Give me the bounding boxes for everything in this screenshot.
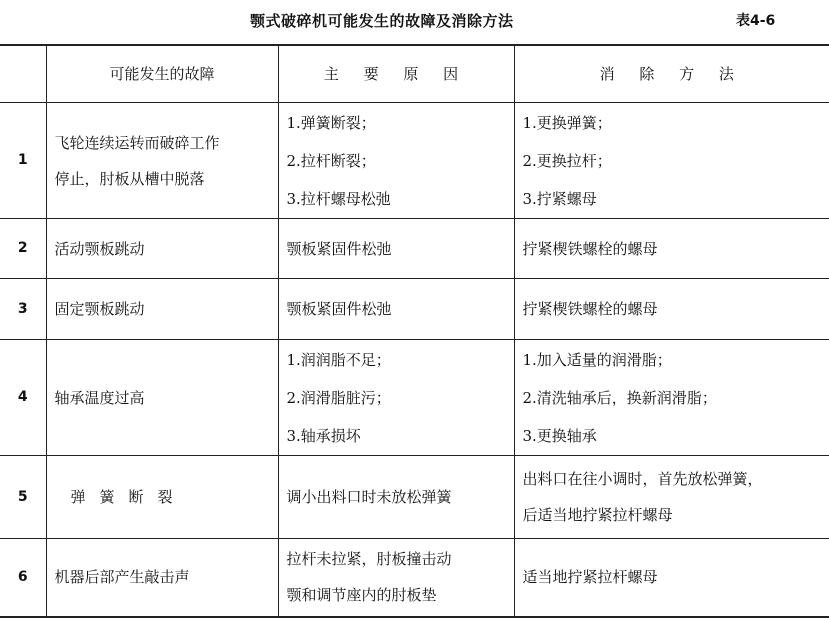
table-row bbox=[0, 103, 829, 219]
header-no bbox=[0, 45, 46, 103]
fault-text: 停止，肘板从槽中脱落 bbox=[54, 169, 205, 188]
fix-cell bbox=[514, 539, 829, 617]
cause-cell bbox=[278, 103, 514, 219]
fix-text: 3.更换轴承 bbox=[522, 426, 597, 445]
row-number: 3 bbox=[0, 279, 46, 340]
table-row bbox=[0, 340, 829, 456]
cause-text: 1.弹簧断裂； bbox=[286, 113, 376, 132]
cause-cell bbox=[278, 219, 514, 279]
header-fault: 可能发生的故障 bbox=[46, 45, 278, 103]
fault-cell bbox=[46, 279, 278, 340]
fix-cell bbox=[514, 103, 829, 219]
fault-cell bbox=[46, 539, 278, 617]
cause-text: 颚和调节座内的肘板垫 bbox=[286, 586, 437, 605]
row-number: 1 bbox=[0, 103, 46, 219]
cause-cell bbox=[278, 539, 514, 617]
cause-text: 2.拉杆断裂； bbox=[286, 151, 376, 170]
fault-text: 飞轮连续运转而破碎工作 bbox=[54, 133, 220, 152]
fault-text: 机器后部产生敲击声 bbox=[54, 568, 190, 587]
row-number: 2 bbox=[0, 219, 46, 279]
header-fix: 消 除 方 法 bbox=[514, 45, 829, 103]
cause-text: 颚板紧固件松弛 bbox=[286, 300, 392, 318]
header-cause: 主 要 原 因 bbox=[278, 45, 514, 103]
fix-text: 3.拧紧螺母 bbox=[522, 189, 597, 208]
fault-cell bbox=[46, 103, 278, 219]
cause-text: 拉杆未拉紧，肘板撞击动 bbox=[286, 550, 452, 569]
fix-text: 1.加入适量的润滑脂； bbox=[522, 350, 672, 369]
table-row bbox=[0, 219, 829, 279]
fault-cell bbox=[46, 340, 278, 456]
table-row bbox=[0, 279, 829, 340]
fix-text: 拧紧楔铁螺栓的螺母 bbox=[522, 300, 658, 318]
row-number: 4 bbox=[0, 340, 46, 456]
fix-text: 后适当地拧紧拉杆螺母 bbox=[522, 506, 673, 524]
fix-cell bbox=[514, 456, 829, 539]
fix-text: 适当地拧紧拉杆螺母 bbox=[522, 568, 658, 587]
cause-text: 3.轴承损坏 bbox=[286, 426, 361, 445]
fix-text: 拧紧楔铁螺栓的螺母 bbox=[522, 239, 658, 258]
row-number: 6 bbox=[0, 539, 46, 617]
fix-text: 2.清洗轴承后，换新润滑脂； bbox=[522, 388, 717, 407]
cause-text: 颚板紧固件松弛 bbox=[286, 239, 392, 258]
table-row bbox=[0, 539, 829, 617]
fault-text: 轴承温度过高 bbox=[54, 388, 145, 407]
table-title: 颚式破碎机可能发生的故障及消除方法 bbox=[250, 12, 514, 30]
cause-text: 调小出料口时未放松弹簧 bbox=[286, 488, 452, 506]
fix-cell bbox=[514, 219, 829, 279]
fix-text: 1.更换弹簧； bbox=[522, 113, 612, 132]
cause-text: 1.润润脂不足； bbox=[286, 350, 391, 369]
fix-text: 出料口在往小调时，首先放松弹簧， bbox=[522, 470, 763, 488]
cause-text: 2.润滑脂脏污； bbox=[286, 388, 391, 407]
fault-text: 固定颚板跳动 bbox=[54, 300, 145, 318]
fault-text: 弹簧断裂 bbox=[70, 488, 187, 506]
fault-text: 活动颚板跳动 bbox=[54, 239, 145, 258]
cause-cell bbox=[278, 279, 514, 340]
fault-table bbox=[0, 44, 829, 618]
table-row bbox=[0, 456, 829, 539]
table-number: 表4-6 bbox=[736, 13, 776, 29]
table-header-row bbox=[0, 45, 829, 103]
cause-cell bbox=[278, 456, 514, 539]
fix-cell bbox=[514, 279, 829, 340]
fix-cell bbox=[514, 340, 829, 456]
cause-cell bbox=[278, 340, 514, 456]
fix-text: 2.更换拉杆； bbox=[522, 151, 612, 170]
fault-cell bbox=[46, 456, 278, 539]
fault-cell bbox=[46, 219, 278, 279]
cause-text: 3.拉杆螺母松弛 bbox=[286, 189, 391, 208]
row-number: 5 bbox=[0, 456, 46, 539]
